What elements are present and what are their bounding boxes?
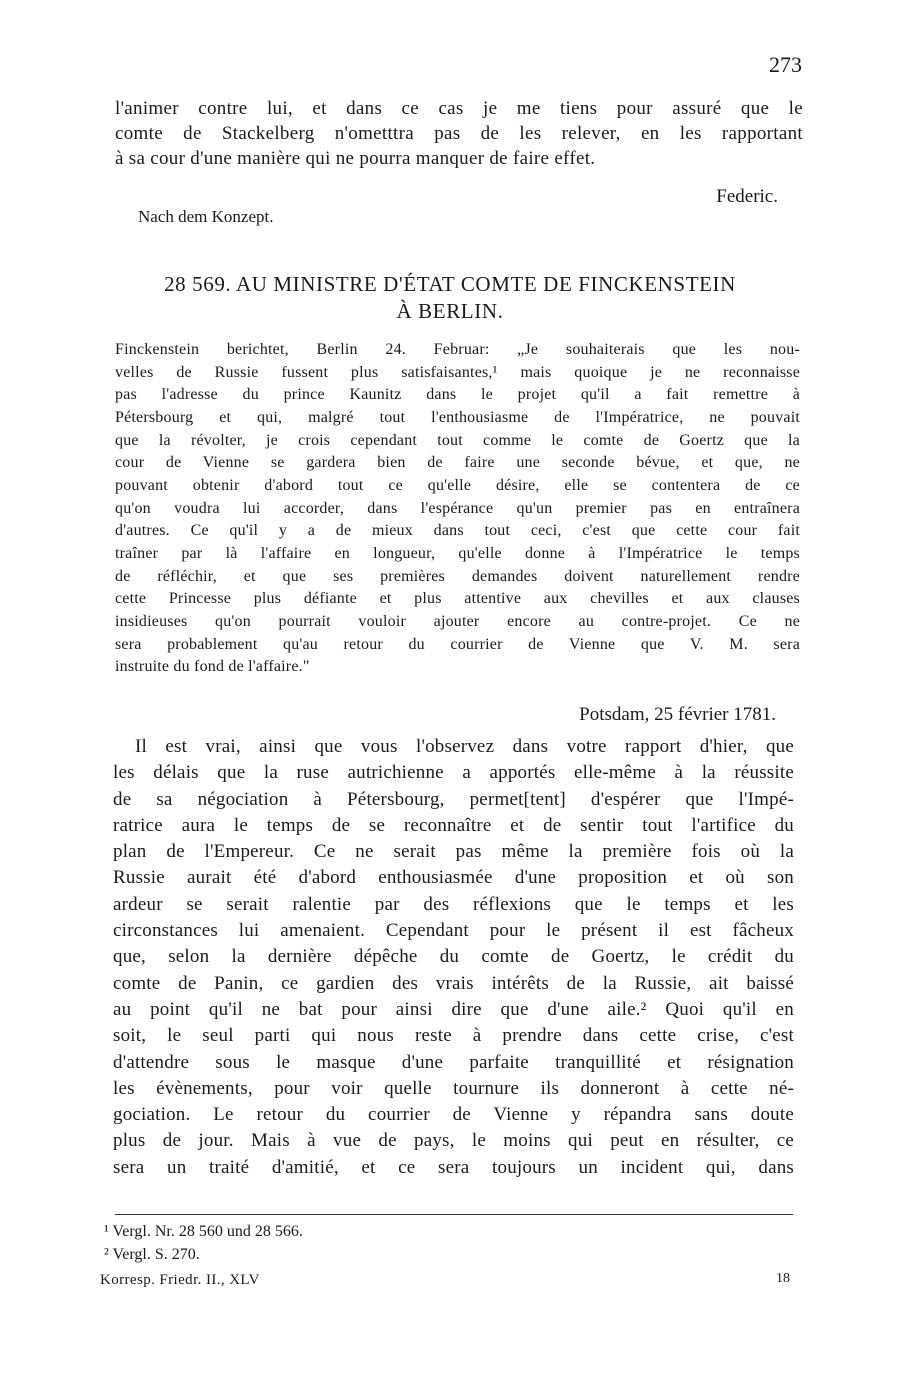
summary-line: qu'on voudra lui accorder, dans l'espérance qu'un premier pas en entraînera bbox=[115, 499, 800, 517]
summary-line: instruite du fond de l'affaire." bbox=[115, 658, 310, 676]
letter-body bbox=[113, 734, 794, 1181]
letter-line: ratrice aura le temps de se reconnaître et de sentir tout l'artifice du bbox=[113, 814, 794, 836]
footnote-rule bbox=[115, 1214, 793, 1215]
report-summary bbox=[115, 339, 800, 679]
letter-line: plan de l'Empereur. Ce ne serait pas même la première fois où la bbox=[113, 841, 794, 863]
summary-line: traîner par là l'affaire en longueur, qu'elle donne à l'Impératrice le temps bbox=[115, 544, 800, 562]
source-note: Nach dem Konzept. bbox=[138, 207, 274, 226]
summary-line: pas l'adresse du prince Kaunitz dans le projet qu'il a fait remettre à bbox=[115, 386, 800, 404]
letter-line: plus de jour. Mais à vue de pays, le moins qui peut en résulter, ce bbox=[113, 1130, 794, 1152]
text-line: l'animer contre lui, et dans ce cas je me tiens pour assuré que le bbox=[115, 98, 803, 119]
letter-line: Il est vrai, ainsi que vous l'observez dans votre rapport d'hier, que bbox=[135, 736, 794, 757]
letter-line: soit, le seul parti qui nous reste à prendre dans cette crise, c'est bbox=[113, 1025, 794, 1047]
letter-line: gociation. Le retour du courrier de Vienne y répandra sans doute bbox=[113, 1104, 794, 1126]
letter-line: circonstances lui amenaient. Cependant pour le présent il est fâcheux bbox=[113, 920, 794, 942]
letter-heading: 28 569. AU MINISTRE D'ÉTAT COMTE DE FINCKENSTEIN bbox=[164, 272, 736, 296]
dateline: Potsdam, 25 février 1781. bbox=[579, 704, 776, 725]
running-footer: Korresp. Friedr. II., XLV bbox=[100, 1272, 260, 1288]
continuation-paragraph bbox=[115, 96, 803, 171]
letter-heading-destination: À BERLIN. bbox=[396, 299, 504, 323]
signature-mark: 18 bbox=[776, 1271, 790, 1286]
signature: Federic. bbox=[716, 186, 778, 207]
summary-line: insidieuses qu'on pourrait vouloir ajouter encore au contre-projet. Ce ne bbox=[115, 612, 800, 630]
summary-line: Finckenstein berichtet, Berlin 24. Februar: „Je souhaiterais que les nou- bbox=[115, 341, 800, 358]
letter-line: de sa négociation à Pétersbourg, permet[tent] d'espérer que l'Impé- bbox=[113, 788, 794, 810]
footnote: ¹ Vergl. Nr. 28 560 und 28 566. bbox=[104, 1223, 303, 1240]
summary-line: que la révolter, je crois cependant tout comme le comte de Goertz que la bbox=[115, 431, 800, 449]
letter-line: ardeur se serait ralentie par des réflexions que le temps et les bbox=[113, 893, 794, 915]
letter-line: d'attendre sous le masque d'une parfaite tranquillité et résignation bbox=[113, 1051, 794, 1073]
footnote: ² Vergl. S. 270. bbox=[104, 1246, 200, 1263]
page-number: 273 bbox=[769, 52, 802, 77]
letter-line: que, selon la dernière dépêche du comte de Goertz, le crédit du bbox=[113, 946, 794, 968]
summary-line: d'autres. Ce qu'il y a de mieux dans tout ceci, c'est que cette cour fait bbox=[115, 522, 800, 540]
summary-line: pouvant obtenir d'abord tout ce qu'elle désire, elle se contentera de ce bbox=[115, 476, 800, 494]
summary-line: de réfléchir, et que ses premières demandes doivent naturellement rendre bbox=[115, 567, 800, 585]
summary-line: cette Princesse plus défiante et plus attentive aux chevilles et aux clauses bbox=[115, 590, 800, 608]
text-line: comte de Stackelberg n'ometttra pas de les relever, en les rapportant bbox=[115, 123, 803, 144]
letter-line: sera un traité d'amitié, et ce sera toujours un incident qui, dans bbox=[113, 1156, 794, 1178]
letter-line: au point qu'il ne bat pour ainsi dire que d'une aile.² Quoi qu'il en bbox=[113, 998, 794, 1020]
letter-line: Russie aurait été d'abord enthousiasmée d'une proposition et où son bbox=[113, 867, 794, 889]
summary-line: cour de Vienne se gardera bien de faire une seconde bévue, et que, ne bbox=[115, 454, 800, 472]
letter-line: les délais que la ruse autrichienne a apportés elle-même à la réussite bbox=[113, 762, 794, 784]
summary-line: sera probablement qu'au retour du courrier de Vienne que V. M. sera bbox=[115, 635, 800, 653]
summary-line: Pétersbourg et qui, malgré tout l'enthousiasme de l'Impératrice, ne pouvait bbox=[115, 408, 800, 426]
letter-line: les évènements, pour voir quelle tournure ils donneront à cette né- bbox=[113, 1077, 794, 1099]
summary-line: velles de Russie fussent plus satisfaisantes,¹ mais quoique je ne reconnaisse bbox=[115, 363, 800, 381]
letter-line: comte de Panin, ce gardien des vrais intérêts de la Russie, ait baissé bbox=[113, 972, 794, 994]
text-line: à sa cour d'une manière qui ne pourra manquer de faire effet. bbox=[115, 148, 596, 169]
